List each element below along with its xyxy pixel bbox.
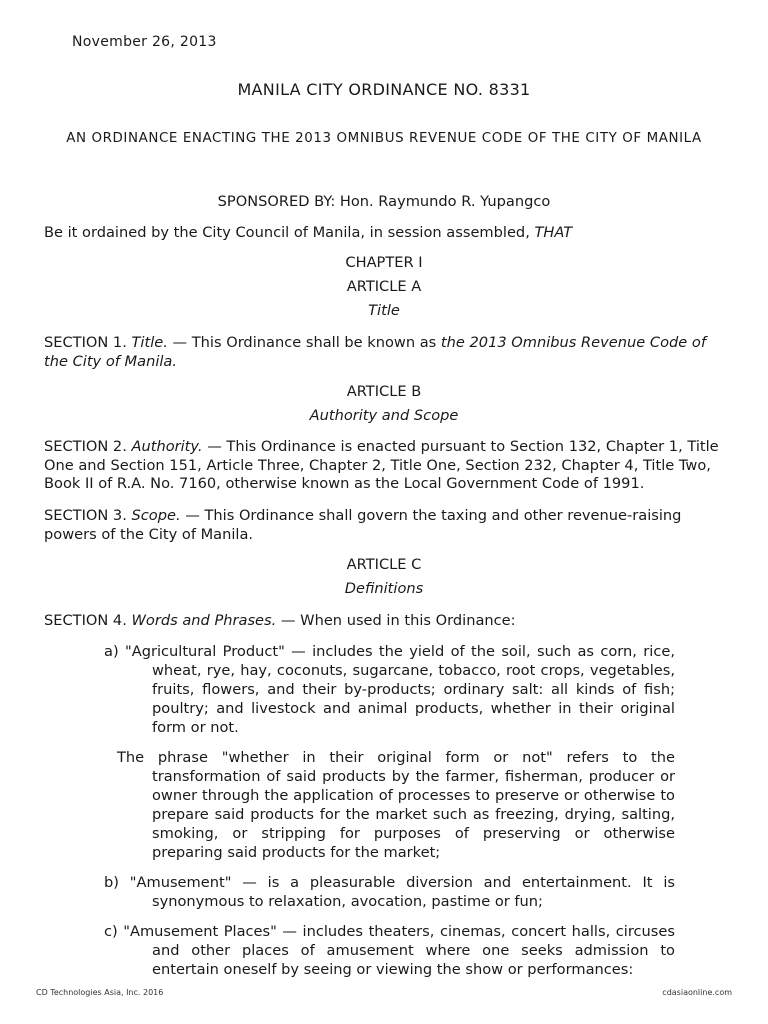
section-4-text: — When used in this Ordinance: [276, 612, 516, 629]
ordinance-title: MANILA CITY ORDINANCE NO. 8331 [237, 80, 531, 99]
section-4-prefix: SECTION 4. [44, 612, 132, 629]
section-3-text: — This Ordinance shall govern the taxing and other revenue-raising powers of the City of Manila. [44, 507, 682, 543]
section-1-prefix: SECTION 1. [44, 334, 132, 351]
section-3 [44, 507, 720, 544]
article-c-heading [0, 580, 768, 597]
article-b-label: ARTICLE B [346, 383, 422, 400]
section-4-title: Words and Phrases. [131, 612, 277, 629]
article-c-label: ARTICLE C [346, 556, 422, 573]
article-a-heading [0, 302, 768, 319]
definition-c: c) "Amusement Places" — includes theaters, cinemas, concert halls, circuses and other places of amusement where one seeks admission to entertain oneself by seeing or viewing the show or performances: [104, 923, 675, 978]
sponsor-line: SPONSORED BY: Hon. Raymundo R. Yupangco [217, 193, 551, 210]
section-1-title: Title. [131, 334, 168, 351]
definition-a-note: The phrase "whether in their original form or not" refers to the transformation of said products by the farmer, fisherman, producer or owner through the application of processes to preserve or otherwise to prepare said products for the market such as freezing, drying, salting, smoking, or stripping for purposes of preserving or otherwise preparing said products for the market; [117, 749, 675, 861]
article-b-heading [0, 407, 768, 424]
footer-publisher: CD Technologies Asia, Inc. 2016 [36, 988, 164, 997]
section-2-text: — This Ordinance is enacted pursuant to Section 132, Chapter 1, Title One and Section 151, Article Three, Chapter 2, Title One, Section 232, Chapter 4, Title Two, Book II of R.A. No. 7160, otherwise known as the Local Government Code of 1991. [44, 438, 719, 492]
section-2 [44, 438, 720, 494]
section-1-emphasis: the 2013 Omnibus Revenue Code of the City of Manila. [44, 334, 706, 370]
definition-b: b) "Amusement" — is a pleasurable diversion and entertainment. It is synonymous to relaxation, avocation, pastime or fun; [104, 874, 675, 910]
section-1-text: — This Ordinance shall be known as [167, 334, 441, 351]
article-c-heading-text: Definitions [344, 580, 424, 597]
document-date: November 26, 2013 [72, 34, 217, 50]
section-3-prefix: SECTION 3. [44, 507, 132, 524]
definition-a: a) "Agricultural Product" — includes the yield of the soil, such as corn, rice, wheat, rye, hay, coconuts, sugarcane, tobacco, root crops, vegetables, fruits, flowers, and their by-products; ordinary salt: all kinds of fish; poultry; and livestock and animal products, whether in their original form or not. [104, 643, 675, 736]
article-a-label: ARTICLE A [346, 278, 422, 295]
article-b-heading-text: Authority and Scope [309, 407, 459, 424]
section-2-title: Authority. [131, 438, 203, 455]
enacting-clause [44, 224, 720, 243]
enacting-clause-text: Be it ordained by the City Council of Manila, in session assembled, [44, 224, 535, 241]
section-4 [44, 612, 720, 631]
footer-website: cdasiaonline.com [662, 988, 732, 997]
section-1 [44, 334, 720, 371]
section-3-title: Scope. [131, 507, 181, 524]
section-2-prefix: SECTION 2. [44, 438, 132, 455]
ordinance-subtitle: AN ORDINANCE ENACTING THE 2013 OMNIBUS REVENUE CODE OF THE CITY OF MANILA [66, 131, 702, 146]
article-a-heading-text: Title [368, 302, 400, 319]
chapter-heading: CHAPTER I [345, 254, 423, 271]
enacting-clause-emphasis: THAT [534, 224, 573, 241]
